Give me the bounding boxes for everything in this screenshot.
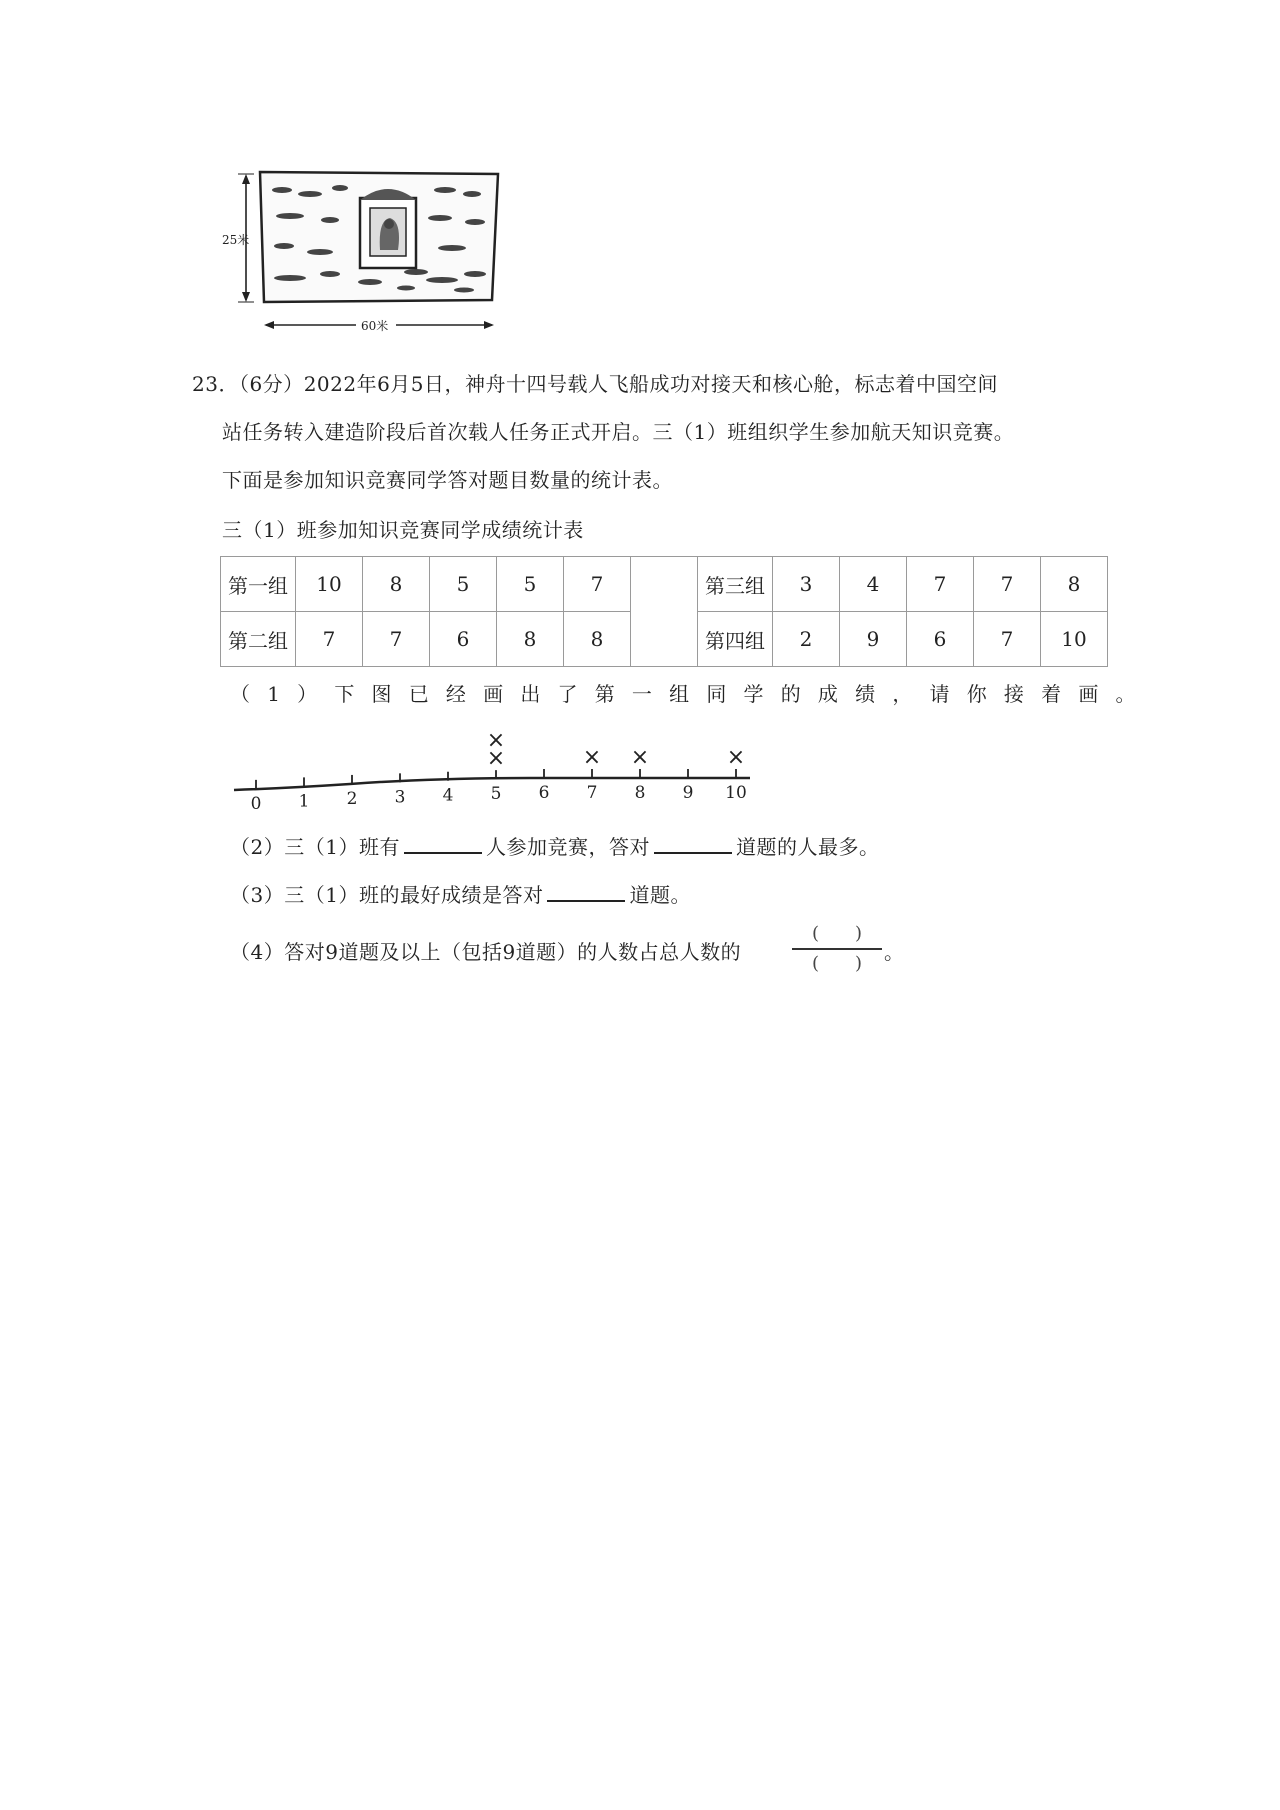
table-cell: 10 (1041, 612, 1108, 667)
table-cell: 7 (296, 612, 363, 667)
question-number: 23． (192, 372, 239, 396)
table-cell: 第三组 (698, 557, 773, 612)
table-cell: 第一组 (221, 557, 296, 612)
table-caption: 三（1）班参加知识竞赛同学成绩统计表 (222, 518, 584, 542)
subquestion-3 (230, 880, 691, 907)
park-figure (220, 160, 510, 340)
table-cell: 9 (840, 612, 907, 667)
subquestion-4 (230, 940, 741, 964)
number-line (230, 722, 770, 812)
subquestion-3-text-b: 道题。 (629, 883, 691, 907)
answer-blank-most-common[interactable] (654, 832, 732, 854)
number-line-tick-label: 8 (634, 783, 646, 803)
table-cell: 7 (907, 557, 974, 612)
subquestion-4-text: （4）答对9道题及以上（包括9道题）的人数占总人数的 (230, 940, 742, 964)
number-line-tick-label: 9 (682, 783, 694, 803)
table-cell: 7 (974, 557, 1041, 612)
table-cell: 8 (363, 557, 430, 612)
score-table (220, 556, 1108, 667)
number-line-tick-label: 10 (725, 783, 747, 803)
number-line-mark: × (726, 745, 746, 770)
number-line-mark: × (486, 728, 506, 754)
table-cell: 第二组 (221, 612, 296, 667)
table-cell: 6 (907, 612, 974, 667)
table-cell: 8 (497, 612, 564, 667)
subquestion-2-text-a: （2）三（1）班有 (230, 835, 400, 859)
table-cell: 8 (564, 612, 631, 667)
number-line-mark: × (582, 745, 602, 770)
number-line-tick-label: 4 (442, 785, 454, 806)
number-line-tick-label: 0 (250, 793, 262, 812)
table-cell: 4 (840, 557, 907, 612)
number-line-tick-label: 3 (394, 787, 406, 808)
subquestion-2-text-c: 道题的人最多。 (735, 835, 880, 859)
answer-blank-best-score[interactable] (547, 880, 625, 902)
subquestion-4-end: 。 (884, 940, 905, 964)
table-cell: 2 (773, 612, 840, 667)
question-intro-1: 2022年6月5日，神舟十四号载人飞船成功对接天和核心舱，标志着中国空间 (303, 372, 999, 396)
number-line-tick-label: 1 (298, 791, 310, 812)
table-cell: 7 (974, 612, 1041, 667)
number-line-mark: × (486, 746, 506, 772)
fraction-numerator: ( ) (811, 923, 863, 944)
table-cell: 8 (1041, 557, 1108, 612)
question-intro-3: 下面是参加知识竞赛同学答对题目数量的统计表。 (222, 468, 673, 492)
table-cell: 第四组 (698, 612, 773, 667)
number-line-mark: × (630, 745, 650, 770)
table-cell: 3 (773, 557, 840, 612)
question-line-1 (192, 372, 998, 396)
subquestion-2-text-b: 人参加竞赛，答对 (485, 835, 650, 859)
table-cell: 5 (430, 557, 497, 612)
number-line-tick-label: 7 (586, 783, 598, 803)
subquestion-1: （1）下图已经画出了第一组同学的成绩，请你接着画。 (230, 682, 1153, 706)
table-cell: 7 (564, 557, 631, 612)
question-intro-2: 站任务转入建造阶段后首次载人任务正式开启。三（1）班组织学生参加航天知识竞赛。 (222, 420, 1015, 444)
number-line-tick-label: 2 (346, 788, 358, 809)
monument-icon (360, 189, 416, 268)
number-line-tick-label: 5 (490, 784, 502, 805)
table-gap (631, 557, 698, 667)
table-cell: 10 (296, 557, 363, 612)
height-label: 25米 (222, 233, 250, 247)
question-score: （6分） (238, 372, 304, 396)
answer-fraction[interactable] (792, 922, 892, 982)
width-label: 60米 (361, 319, 389, 333)
fraction-bar (792, 948, 882, 950)
table-cell: 7 (363, 612, 430, 667)
fraction-denominator: ( ) (811, 953, 863, 974)
number-line-tick-label: 6 (538, 783, 550, 803)
subquestion-3-text-a: （3）三（1）班的最好成绩是答对 (230, 883, 544, 907)
answer-blank-participants[interactable] (404, 832, 482, 854)
subquestion-2 (230, 832, 879, 859)
table-cell: 6 (430, 612, 497, 667)
table-row (221, 557, 1108, 612)
table-cell: 5 (497, 557, 564, 612)
